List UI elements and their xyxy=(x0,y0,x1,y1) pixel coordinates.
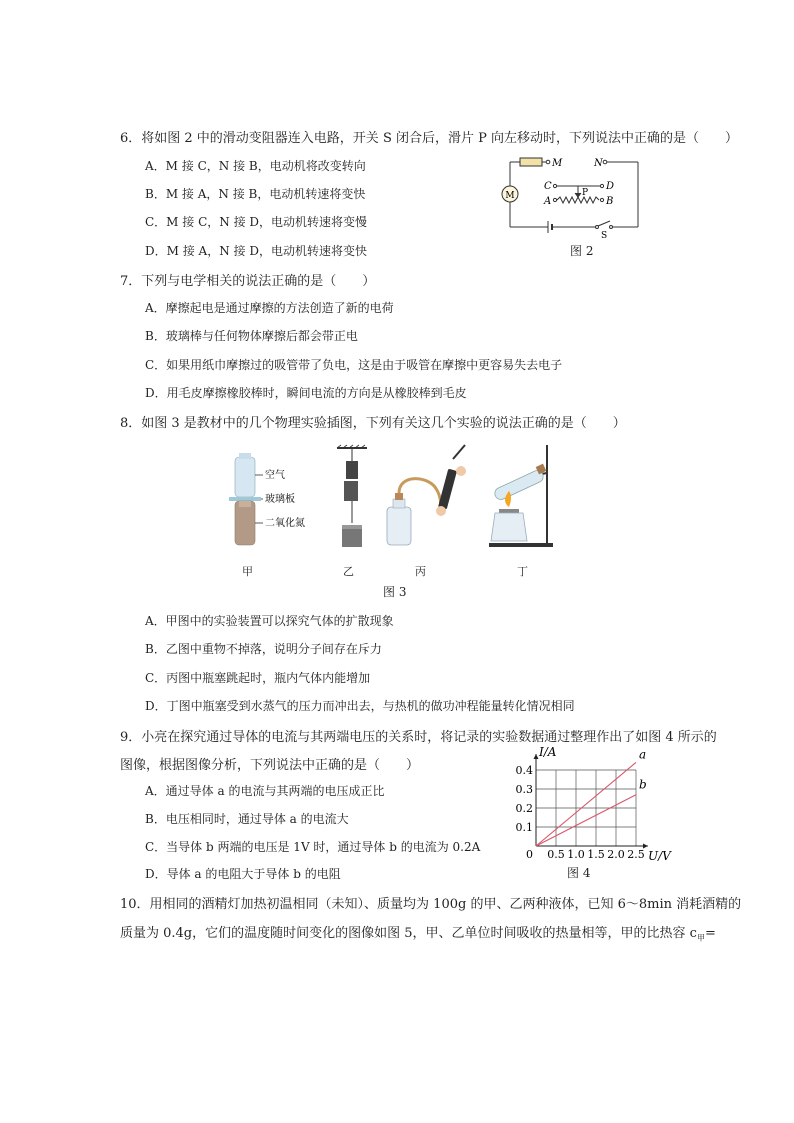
q6-option-a: A．M 接 C，N 接 B，电动机将改变转向 xyxy=(145,159,366,173)
chart-series-label-b: b xyxy=(639,777,647,792)
fig2-label-p: P xyxy=(582,188,589,198)
q8-stem: 8．如图 3 是教材中的几个物理实验插图，下列有关这几个实验的说法正确的是（ ） xyxy=(120,416,626,431)
fig2-label-c: C xyxy=(544,181,552,192)
figure-4-caption: 图 4 xyxy=(567,866,591,880)
q9-option-a: A．通过导体 a 的电流与其两端的电压成正比 xyxy=(145,784,385,798)
q10-line2-tail: = xyxy=(704,926,716,941)
fig3-panel-bing: 丙 xyxy=(415,565,426,578)
fig2-label-a: A xyxy=(544,196,552,207)
fig3-panel-jia: 甲 xyxy=(242,565,253,578)
chart-origin-label: 0 xyxy=(526,848,533,861)
q7-option-d: D．用毛皮摩擦橡胶棒时，瞬间电流的方向是从橡胶棒到毛皮 xyxy=(145,386,467,400)
q10-line2-text: 质量为 0.4g，它们的温度随时间变化的图像如图 5，甲、乙单位时间吸收的热量相等，甲的比热容 c xyxy=(120,926,697,941)
chart-series-line-a xyxy=(536,762,636,846)
rheostat-coil-icon xyxy=(557,197,599,203)
q7-option-c: C．如果用纸巾摩擦过的吸管带了负电，这是由于吸管在摩擦中更容易失去电子 xyxy=(145,358,563,372)
figure-3-experiments xyxy=(225,445,555,560)
chart-x-axis-label: U/V xyxy=(648,849,671,863)
chart-y-arrow-icon xyxy=(534,754,539,759)
q9-stem-line2: 图像，根据图像分析，下列说法中正确的是（ ） xyxy=(120,758,420,773)
fig2-label-motor: M xyxy=(505,191,515,201)
q10-line2 xyxy=(120,922,716,944)
chart-y-tick-label: 0.2 xyxy=(515,802,533,815)
q8-option-d: D．丁图中瓶塞受到水蒸气的压力而冲出去，与热机的做功冲程能量转化情况相同 xyxy=(145,699,575,713)
figure-2-caption: 图 2 xyxy=(570,244,594,258)
resistor-icon xyxy=(520,158,542,166)
q6-option-c: C．M 接 C，N 接 D，电动机转速将变慢 xyxy=(145,215,368,229)
figure-4-chart xyxy=(515,742,671,863)
fig2-label-b: B xyxy=(606,196,614,207)
fig2-label-s: S xyxy=(601,231,608,241)
chart-x-tick-label: 2.0 xyxy=(607,848,625,861)
q6-option-d: D．M 接 A，N 接 D，电动机转速将变快 xyxy=(145,244,367,258)
figure-2-circuit xyxy=(500,155,650,241)
q10-line1: 10．用相同的酒精灯加热初温相同（未知）、质量均为 100g 的甲、乙两种液体，已知 6～8min 消耗酒精的 xyxy=(120,897,742,912)
chart-x-tick-label: 1.0 xyxy=(567,848,585,861)
diffusion-jars-icon xyxy=(229,453,261,545)
chart-y-tick-label: 0.1 xyxy=(515,821,533,834)
q9-option-c: C．当导体 b 两端的电压是 1V 时，通过导体 b 的电流为 0.2A xyxy=(145,840,481,854)
bottle-pump-icon xyxy=(387,445,466,545)
q7-option-b: B．玻璃棒与任何物体摩擦后都会带正电 xyxy=(145,329,358,343)
fig3-panel-ding: 丁 xyxy=(517,565,528,578)
fig2-label-n: N xyxy=(594,158,603,169)
q8-option-b: B．乙图中重物不掉落，说明分子间存在斥力 xyxy=(145,642,382,656)
fig2-label-m: M xyxy=(552,158,563,169)
fig2-label-d: D xyxy=(606,181,615,192)
lead-cylinders-icon xyxy=(337,445,367,547)
q9-stem-line1: 9．小亮在探究通过导体的电流与其两端电压的关系时，将记录的实验数据通过整理作出了如图 4 所示的 xyxy=(120,730,717,745)
switch-icon xyxy=(598,221,610,226)
q7-stem: 7．下列与电学相关的说法正确的是（ ） xyxy=(120,274,376,289)
q9-option-d: D．导体 a 的电阻大于导体 b 的电阻 xyxy=(145,867,341,881)
test-tube-stand-icon xyxy=(489,445,553,547)
q6-option-b: B．M 接 A，N 接 B，电动机转速将变快 xyxy=(145,187,366,201)
chart-series-line-b xyxy=(536,795,636,846)
chart-series-label-a: a xyxy=(639,747,647,762)
chart-y-tick-label: 0.4 xyxy=(515,764,533,777)
chart-x-tick-label: 0.5 xyxy=(547,848,565,861)
chart-y-axis-label: I/A xyxy=(539,745,557,759)
q9-option-b: B．电压相同时，通过导体 a 的电流大 xyxy=(145,812,349,826)
q10-line2-subscript: 甲 xyxy=(696,933,705,943)
q8-option-a: A．甲图中的实验装置可以探究气体的扩散现象 xyxy=(145,614,394,628)
figure-3-caption: 图 3 xyxy=(383,585,407,599)
q7-option-a: A．摩擦起电是通过摩擦的方法创造了新的电荷 xyxy=(145,301,394,315)
chart-y-tick-label: 0.3 xyxy=(515,783,533,796)
fig3-label-air: 空气 xyxy=(265,470,285,481)
q8-option-c: C．丙图中瓶塞跳起时，瓶内气体内能增加 xyxy=(145,671,371,685)
fig3-label-glass: 玻璃板 xyxy=(265,494,295,505)
chart-x-tick-label: 1.5 xyxy=(587,848,605,861)
fig3-panel-yi: 乙 xyxy=(343,565,354,578)
fig3-label-no2: 二氧化氮 xyxy=(265,518,305,529)
chart-x-tick-label: 2.5 xyxy=(627,848,645,861)
q6-stem: 6．将如图 2 中的滑动变阻器连入电路，开关 S 闭合后，滑片 P 向左移动时，下列说法中正确的是（ ） xyxy=(120,131,738,146)
